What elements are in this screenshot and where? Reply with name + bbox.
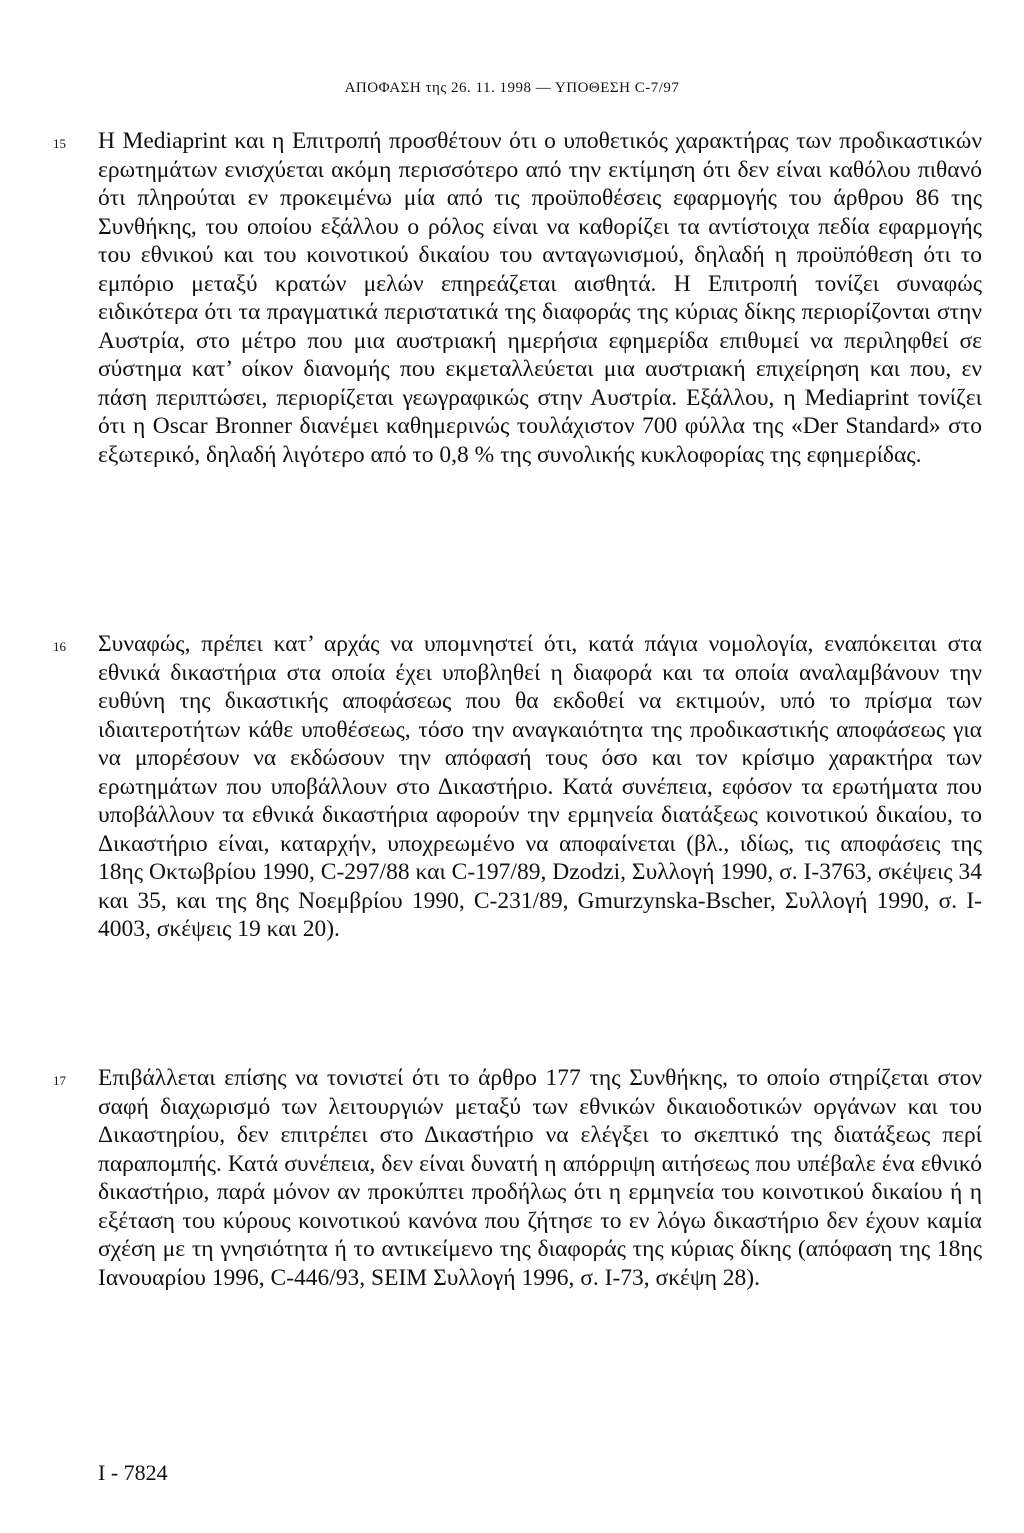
running-header: ΑΠΟΦΑΣΗ της 26. 11. 1998 — ΥΠΟΘΕΣΗ C-7/97: [344, 80, 680, 96]
paragraph-16-text: Συναφώς, πρέπει κατ’ αρχάς να υπομνηστεί ότι, κατά πάγια νομολογία, εναπόκειται στα εθνικά δικαστήρια στα οποία έχει υποβληθεί η διαφορά και τα οποία αναλαμβάνουν την ευθύνη της δικαστικής αποφάσεως που θα εκδοθεί να εκτιμούν, υπό το πρίσμα των ιδιαιτεροτήτων κάθε υποθέσεως, τόσο την αναγκαιότητα της προδικαστικής αποφάσεως για να μπορέσουν να εκδώσουν την απόφασή τους όσο και τον κρίσιμο χαρακτήρα των ερωτημάτων που υποβάλλουν στο Δικαστήριο. Κατά συνέπεια, εφόσον τα ερωτήματα που υποβάλλουν τα εθνικά δικαστήρια αφορούν την ερμηνεία διατάξεως κοινοτικού δικαίου, το Δικαστήριο είναι, καταρχήν, υποχρεωμένο να αποφαίνεται (βλ., ιδίως, τις αποφάσεις της 18ης Οκτωβρίου 1990, C-297/88 και C-197/89, Dzodzi, Συλλογή 1990, σ. I-3763, σκέψεις 34 και 35, και της 8ης Νοεμβρίου 1990, C-231/89, Gmurzynska-Bscher, Συλλογή 1990, σ. I-4003, σκέψεις 19 και 20).: [98, 631, 982, 942]
paragraph-15-text: Η Mediaprint και η Επιτροπή προσθέτουν ότι ο υποθετικός χαρακτήρας των προδικαστικών ερωτημάτων ενισχύεται ακόμη περισσότερο από την εκτίμηση ότι δεν είναι καθόλου πιθανό ότι πληρούται εν προκειμένω μία από τις προϋποθέσεις εφαρμογής του άρθρου 86 της Συνθήκης, του οποίου εξάλλου ο ρόλος είναι να καθορίζει τα αντίστοιχα πεδία εφαρμογής του εθνικού και του κοινοτικού δικαίου του ανταγωνισμού, δηλαδή η προϋπόθεση ότι το εμπόριο μεταξύ κρατών μελών επηρεάζεται αισθητά. Η Επιτροπή τονίζει συναφώς ειδικότερα ότι τα πραγματικά περιστατικά της διαφοράς της κύριας δίκης περιορίζονται στην Αυστρία, στο μέτρο που μια αυστριακή ημερήσια εφημερίδα επιθυμεί να περιληφθεί σε σύστημα κατ’ οίκον διανομής που εκμεταλλεύεται μια αυστριακή επιχείρηση και που, εν πάση περιπτώσει, περιορίζεται γεωγραφικώς στην Αυστρία. Εξάλλου, η Mediaprint τονίζει ότι η Oscar Bronner διανέμει καθημερινώς τουλάχιστον 700 φύλλα της «Der Standard» στο εξωτερικό, δηλαδή λιγότερο από το 0,8 % της συνολικής κυκλοφορίας της εφημερίδας.: [98, 128, 982, 468]
paragraph-number: 15: [53, 136, 66, 151]
paragraph-number: 16: [53, 639, 66, 654]
paragraph-number: 17: [53, 1073, 66, 1088]
page-number: I - 7824: [98, 1460, 168, 1485]
paragraph-17-text: Επιβάλλεται επίσης να τονιστεί ότι το άρθρο 177 της Συνθήκης, το οποίο στηρίζεται στον σαφή διαχωρισμό των λειτουργιών μεταξύ των εθνικών δικαιοδοτικών οργάνων και του Δικαστηρίου, δεν επιτρέπει στο Δικαστήριο να ελέγξει το σκεπτικό της διατάξεως περί παραπομπής. Κατά συνέπεια, δεν είναι δυνατή η απόρριψη αιτήσεως που υπέβαλε ένα εθνικό δικαστήριο, παρά μόνον αν προκύπτει προδήλως ότι η ερμηνεία του κοινοτικού δικαίου ή η εξέταση του κύρους κοινοτικού κανόνα που ζήτησε το εν λόγω δικαστήριο δεν έχουν καμία σχέση με τη γνησιότητα ή το αντικείμενο της διαφοράς της κύριας δίκης (απόφαση της 18ης Ιανουαρίου 1996, C-446/93, SEIM Συλλογή 1996, σ. I-73, σκέψη 28).: [98, 1065, 982, 1291]
